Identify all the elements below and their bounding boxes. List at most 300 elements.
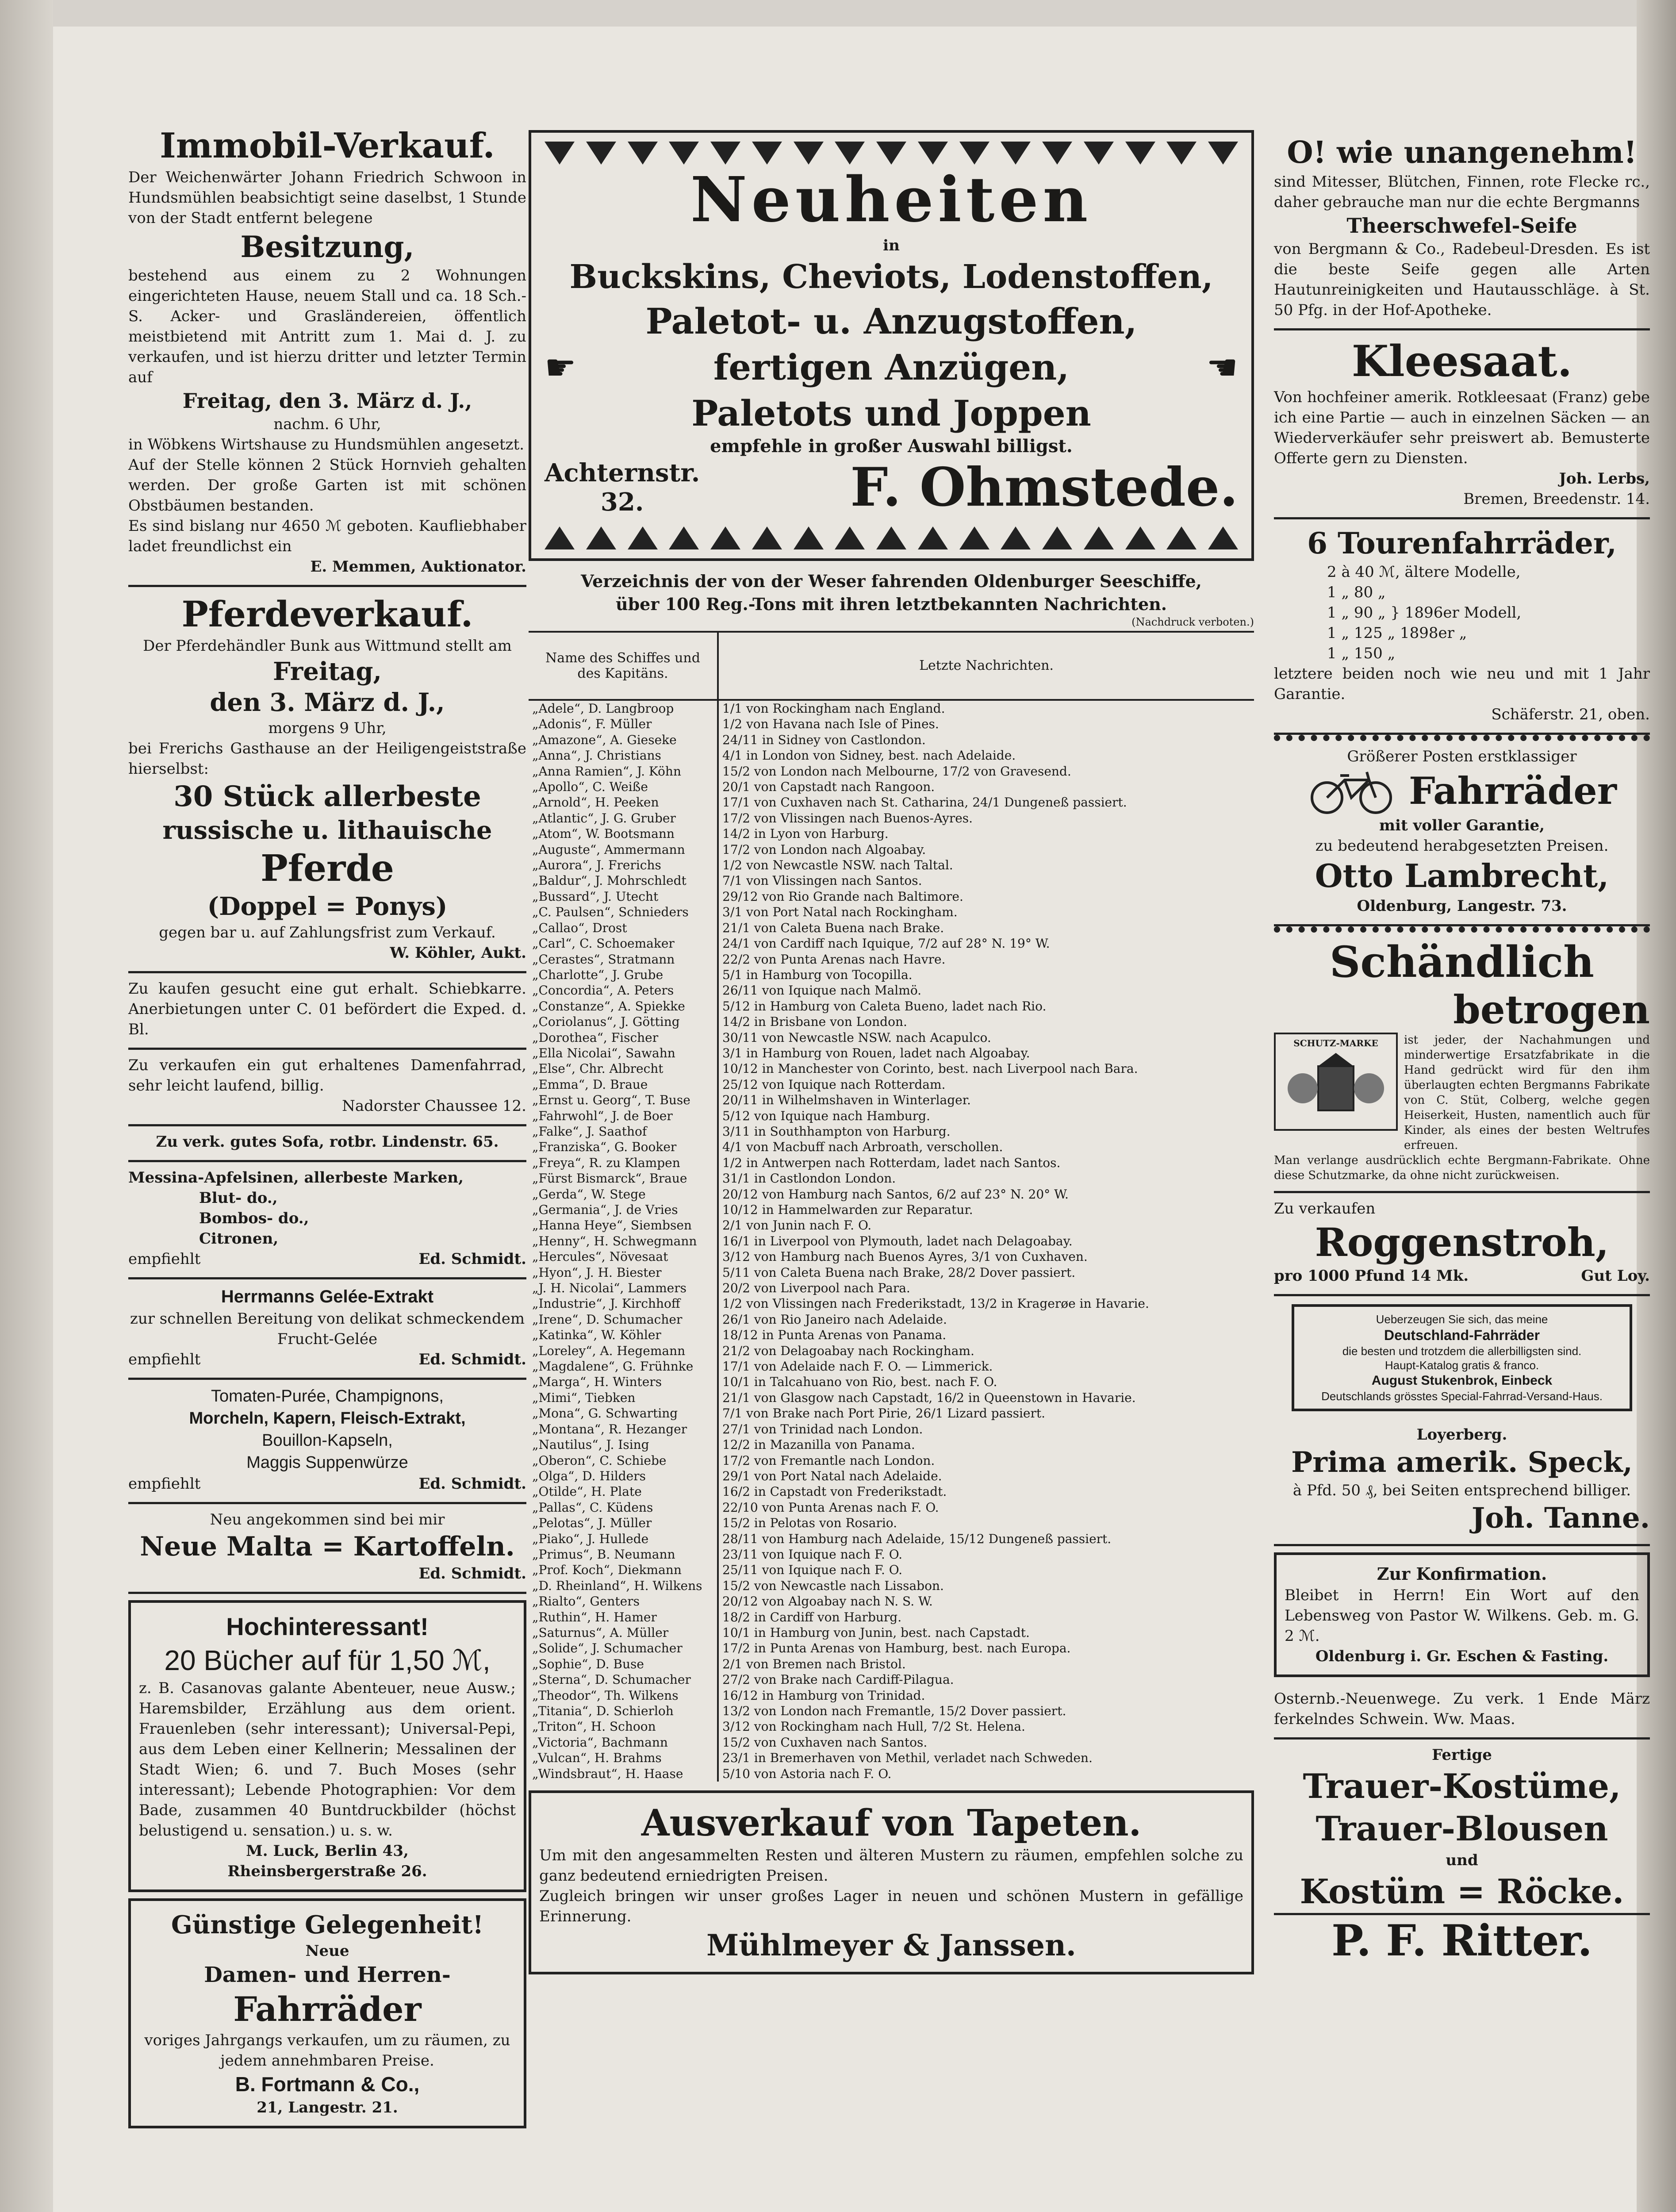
ad-signature: Gut Loy.: [1581, 1267, 1650, 1285]
ship-news: 10/12 in Manchester von Corinto, best. nach Liverpool nach Bara.: [722, 1061, 1138, 1076]
ship-name: „Sophie“, D. Buse: [529, 1656, 718, 1672]
ship-news: 5/11 von Caleta Buena nach Brake, 28/2 Dover passiert.: [722, 1265, 1076, 1280]
ship-news: 25/11 von Iquique nach F. O.: [722, 1563, 903, 1578]
ad-text: z. B. Casanovas galante Abenteuer, neue Ausw.; Haremsbilder, Erzählung aus dem orient. Frauenleben (sehr interessant); Universal-Pepi, aus dem Leben einer Kellnerin; Messalinen der Stadt Wien; 6. und 7. Buch Moses (sehr interessant); Lebende Photographien: Vor dem Bade, zusammen 40 Buntdruckbilder (höchst belustigend u. sensation.) u. s. w.: [139, 1679, 516, 1839]
ship-row: [529, 1312, 1254, 1327]
ad-time: nachm. 6 Uhr,: [273, 415, 381, 433]
ship-row: [529, 920, 1254, 936]
ad-signature: M. Luck, Berlin 43,: [246, 1842, 409, 1860]
ad-title: Prima amerik. Speck,: [1291, 1446, 1633, 1479]
ship-row: [529, 1766, 1254, 1782]
ad-title: O! wie unangenehm!: [1287, 135, 1637, 170]
pointing-hand-left-icon: ☚: [1206, 346, 1238, 388]
ad-stukenbrok: [1292, 1304, 1632, 1411]
ship-name: „J. H. Nicolai“, Lammers: [529, 1280, 718, 1296]
ad-firm: Otto Lambrecht,: [1315, 857, 1609, 895]
ship-name: „Fahrwohl“, J. de Boer: [529, 1108, 718, 1124]
ad-text: voriges Jahrgangs verkaufen, um zu räumen, zu jedem annehmbaren Preise.: [144, 2032, 510, 2070]
ship-name: „Prof. Koch“, Diekmann: [529, 1562, 718, 1578]
ad-tomaten: [128, 1380, 526, 1504]
ad-small-damenfahrrad: [128, 1050, 526, 1126]
ship-news: 26/11 von Iquique nach Malmö.: [722, 983, 922, 998]
ship-row: [529, 1500, 1254, 1515]
ad-tourenfahrraeder: [1274, 519, 1650, 735]
ship-news: 14/2 in Brisbane von London.: [722, 1014, 907, 1029]
ad-address: Schäferstr. 21, oben.: [1491, 706, 1650, 723]
ship-row: [529, 764, 1254, 779]
ship-name: „Concordia“, A. Peters: [529, 983, 718, 998]
ship-news: 3/11 in Southhampton von Harburg.: [722, 1124, 951, 1139]
ship-row: [529, 1484, 1254, 1499]
ship-row: [529, 1108, 1254, 1124]
ship-row: [529, 1171, 1254, 1186]
ad-heading: russische u. lithauische: [162, 816, 492, 845]
ship-news: 1/2 in Antwerpen nach Rotterdam, ladet nach Santos.: [722, 1155, 1061, 1170]
ship-news: 25/12 von Iquique nach Rotterdam.: [722, 1077, 946, 1092]
ad-date: Freitag, den 3. März d. J.,: [182, 389, 472, 413]
ad-line: Trauer-Kostüme,: [1303, 1767, 1621, 1806]
ship-row: [529, 1045, 1254, 1061]
ad-line: Citronen,: [199, 1230, 279, 1248]
ships-title: Verzeichnis der von der Weser fahrenden Oldenburger Seeschiffe,: [581, 571, 1202, 591]
ship-row: [529, 1562, 1254, 1578]
ad-signature: B. Fortmann & Co.,: [235, 2073, 420, 2096]
ship-name: „Baldur“, J. Mohrschledt: [529, 873, 718, 888]
ship-name: „Triton“, H. Schoon: [529, 1719, 718, 1734]
ships-header: [529, 567, 1254, 631]
ad-title: Pferdeverkauf.: [181, 593, 473, 635]
ad-fortmann: [128, 1898, 526, 2128]
ship-name: „Vulcan“, H. Brahms: [529, 1750, 718, 1766]
ad-malta: [128, 1504, 526, 1594]
ship-name: „Marga“, H. Winters: [529, 1374, 718, 1390]
ad-heading: Fahrräder: [233, 1989, 422, 2029]
ad-text: Haupt-Katalog gratis & franco.: [1385, 1359, 1539, 1372]
ship-name: „Irene“, D. Schumacher: [529, 1312, 718, 1327]
ship-news: 12/2 in Mazanilla von Panama.: [722, 1437, 915, 1452]
ship-news: 16/1 in Liverpool von Plymouth, ladet nach Delagoabay.: [722, 1233, 1073, 1248]
ad-text: ist jeder, der Nachahmungen und minderwertige Ersatzfabrikate in die Hand gedrückt wird für den ihm überlaugten echten Bergmanns Fabrikate von C. Stüt, Colberg, welche gegen Heiserkeit, Husten, namentlich auch für Kinder, als eines der besten Weltrufes erfreuen.: [1404, 1033, 1650, 1152]
ship-name: „Ella Nicolai“, Sawahn: [529, 1045, 718, 1061]
ad-text: Bleibet in Herrn! Ein Wort auf den Lebensweg von Pastor W. Wilkens. Geb. m. G. 2 ℳ.: [1285, 1586, 1639, 1645]
ad-kleesaat: [1274, 330, 1650, 519]
ship-name: „Dorothea“, Fischer: [529, 1030, 718, 1045]
ship-news: 1/2 von Vlissingen nach Frederikstadt, 13/2 in Kragerøe in Havarie.: [722, 1296, 1149, 1311]
triangle-border-bottom: [545, 526, 1238, 549]
ship-news: 27/1 von Trinidad nach London.: [722, 1421, 923, 1436]
ship-row: [529, 1233, 1254, 1249]
ad-firm: Mühlmeyer & Janssen.: [706, 1928, 1076, 1963]
ship-name: „Anna“, J. Christians: [529, 748, 718, 763]
ad-signature: Ed. Schmidt.: [418, 1351, 526, 1368]
ship-name: „Constanze“, A. Spiekke: [529, 998, 718, 1014]
ship-name: „Magdalene“, G. Frühnke: [529, 1359, 718, 1374]
ad-line: Kostüm = Röcke.: [1300, 1872, 1624, 1911]
ship-row: [529, 1343, 1254, 1359]
ships-table: [529, 631, 1254, 1782]
ad-line: Paletot- u. Anzugstoffen,: [645, 300, 1137, 342]
ad-signature: Rheinsbergerstraße 26.: [227, 1863, 427, 1880]
ad-text: Größerer Posten erstklassiger: [1347, 748, 1577, 765]
ad-date: den 3. März d. J.,: [210, 688, 445, 717]
ad-text: Osternb.-Neuenwege. Zu verk. 1 Ende März ferkelndes Schwein. Ww. Maas.: [1274, 1690, 1650, 1728]
ship-row: [529, 1296, 1254, 1311]
ad-title: Hochinteressant!: [226, 1613, 429, 1640]
ship-news: 3/1 in Hamburg von Rouen, ladet nach Algoabay.: [722, 1045, 1030, 1060]
ship-row: [529, 826, 1254, 841]
ship-row: [529, 1374, 1254, 1390]
ad-text: Ueberzeugen Sie sich, das meine: [1376, 1313, 1548, 1326]
ad-text: zu bedeutend herabgesetzten Preisen.: [1315, 837, 1609, 855]
ad-address: Oldenburg, Langestr. 73.: [1357, 897, 1567, 915]
ad-line: Messina-Apfelsinen, allerbeste Marken,: [128, 1169, 464, 1187]
ship-row: [529, 1468, 1254, 1484]
ad-line: fertigen Anzügen,: [713, 346, 1070, 388]
ad-text: sind Mitesser, Blütchen, Finnen, rote Flecke rc., daher gebrauche man nur die echte Bergmanns: [1274, 173, 1650, 211]
ad-tapeten: [529, 1790, 1254, 1974]
ad-heading: Besitzung,: [240, 230, 414, 264]
ship-name: „Olga“, D. Hilders: [529, 1468, 718, 1484]
ad-title: Herrmanns Gelée-Extrakt: [221, 1287, 434, 1306]
ship-news: 3/12 von Rockingham nach Hull, 7/2 St. Helena.: [722, 1719, 1025, 1734]
pointing-hand-right-icon: ☛: [545, 346, 576, 388]
ship-row: [529, 1139, 1254, 1155]
ad-signature: Nadorster Chaussee 12.: [342, 1097, 526, 1115]
ship-name: „Hanna Heye“, Siembsen: [529, 1217, 718, 1233]
ad-text: Auf der Stelle können 2 Stück Hornvieh gehalten werden. Der große Garten ist mit schönen Obstbäumen bestanden.: [128, 456, 526, 515]
ship-name: „Primus“, B. Neumann: [529, 1547, 718, 1562]
ship-name: „Piako“, J. Hullede: [529, 1531, 718, 1547]
ad-gelee: [128, 1279, 526, 1380]
ship-name: „Solide“, J. Schumacher: [529, 1640, 718, 1656]
ship-news: 7/1 von Vlissingen nach Santos.: [722, 873, 922, 888]
ad-text: zur schnellen Bereitung von delikat schmeckendem Frucht-Gelée: [130, 1310, 525, 1348]
ship-news: 1/2 von Havana nach Isle of Pines.: [722, 717, 939, 732]
ad-text: von Bergmann & Co., Radebeul-Dresden. Es ist die beste Seife gegen alle Arten Hautunreinigkeiten und Hautausschläge. à St. 50 Pfg. in der Hof-Apotheke.: [1274, 240, 1650, 319]
ad-line: Buckskins, Cheviots, Lodenstoffen,: [569, 258, 1213, 296]
ship-row: [529, 779, 1254, 795]
ship-news: 3/12 von Hamburg nach Buenos Ayres, 3/1 von Cuxhaven.: [722, 1249, 1088, 1264]
ship-name: „Hercules“, Növesaat: [529, 1249, 718, 1264]
ships-col-name: Name des Schiffes und des Kapitäns.: [529, 632, 718, 700]
ships-subtitle: über 100 Reg.-Tons mit ihren letztbekannten Nachrichten.: [615, 594, 1167, 614]
ship-row: [529, 873, 1254, 888]
price-row: 1 „ 80 „: [1327, 584, 1386, 601]
schutzmarke-label: SCHUTZ-MARKE: [1293, 1038, 1378, 1048]
ad-text: und: [1446, 1851, 1478, 1869]
ship-row: [529, 1531, 1254, 1547]
ship-news: 5/12 in Hamburg von Caleta Bueno, ladet nach Rio.: [722, 998, 1047, 1014]
price-row: 2 à 40 ℳ, ältere Modelle,: [1327, 563, 1521, 581]
ship-news: 4/1 von Macbuff nach Arbroath, verschollen.: [722, 1140, 1003, 1155]
ship-row: [529, 1437, 1254, 1452]
ship-name: „Carl“, C. Schoemaker: [529, 936, 718, 951]
ship-name: „Amazone“, A. Gieseke: [529, 732, 718, 748]
ship-name: „Franziska“, G. Booker: [529, 1139, 718, 1155]
ship-news: 22/10 von Punta Arenas nach F. O.: [722, 1500, 939, 1515]
ad-title: Ausverkauf von Tapeten.: [641, 1802, 1142, 1845]
ad-text: Zu verkaufen: [1274, 1200, 1376, 1217]
ad-title: Deutschland-Fahrräder: [1384, 1327, 1540, 1343]
ship-row: [529, 810, 1254, 826]
ad-address: Bremen, Breedenstr. 14.: [1463, 490, 1650, 508]
ship-news: 3/1 von Port Natal nach Rockingham.: [722, 905, 958, 920]
ad-text: gegen bar u. auf Zahlungsfrist zum Verkauf.: [159, 924, 496, 941]
ship-row: [529, 1280, 1254, 1296]
ship-news: 20/11 in Wilhelmshaven in Winterlager.: [722, 1093, 971, 1108]
ship-news: 31/1 in Castlondon London.: [722, 1171, 896, 1186]
ship-news: 21/1 von Glasgow nach Capstadt, 16/2 in Queenstown in Havarie.: [722, 1390, 1136, 1405]
ad-text: Zugleich bringen wir unser großes Lager in neuen und schönen Mustern in gefällige Erinnerung.: [539, 1887, 1243, 1926]
ad-text: in: [883, 237, 900, 254]
ad-text: letztere beiden noch wie neu und mit 1 Jahr Garantie.: [1274, 665, 1650, 703]
ad-firm: P. F. Ritter.: [1274, 1913, 1650, 1966]
ad-signature: Ed. Schmidt.: [418, 1565, 526, 1582]
ship-news: 23/1 in Bremerhaven von Methil, verladet nach Schweden.: [722, 1751, 1093, 1766]
ship-news: 15/2 von Cuxhaven nach Santos.: [722, 1735, 928, 1750]
ad-messina: [128, 1162, 526, 1279]
ad-text: Der Pferdehändler Bunk aus Wittmund stellt am: [143, 637, 512, 655]
ship-row: [529, 795, 1254, 810]
ad-text: empfiehlt: [128, 1475, 201, 1493]
ship-name: „Mona“, G. Schwarting: [529, 1406, 718, 1421]
right-column: [1274, 128, 1650, 1974]
ship-row: [529, 1390, 1254, 1406]
ship-news: 27/2 von Brake nach Cardiff-Pilagua.: [722, 1672, 954, 1687]
ship-news: 24/1 von Cardiff nach Iquique, 7/2 auf 28° N. 19° W.: [722, 936, 1050, 951]
ship-news: 29/12 von Rio Grande nach Baltimore.: [722, 889, 963, 904]
ad-teerschwefel: [1274, 128, 1650, 330]
ad-title: Kleesaat.: [1351, 336, 1572, 386]
ad-signature: E. Memmen, Auktionator.: [310, 558, 526, 576]
ad-neuheiten: [529, 130, 1254, 561]
ship-news: 10/1 in Talcahuano von Rio, best. nach F. O.: [722, 1375, 997, 1390]
ship-row: [529, 1155, 1254, 1171]
ship-row: [529, 983, 1254, 998]
ad-konfirmation: [1274, 1552, 1650, 1677]
ad-trauer: [1274, 1740, 1650, 1974]
ad-title: Neue Malta = Kartoffeln.: [140, 1531, 515, 1562]
ship-name: „Loreley“, A. Hegemann: [529, 1343, 718, 1359]
ship-row: [529, 1719, 1254, 1734]
ad-time: morgens 9 Uhr,: [268, 719, 387, 737]
ship-row: [529, 1202, 1254, 1217]
ship-row: [529, 1265, 1254, 1280]
ships-note: (Nachdruck verboten.): [1131, 616, 1254, 628]
ship-row: [529, 748, 1254, 763]
ship-name: „Industrie“, J. Kirchhoff: [529, 1296, 718, 1311]
ship-name: „Ernst u. Georg“, T. Buse: [529, 1092, 718, 1108]
triangle-border-top: [545, 142, 1238, 165]
ad-immobil: [128, 119, 526, 587]
ad-street-number: 32.: [600, 488, 644, 517]
ad-firm: August Stukenbrok, Einbeck: [1371, 1373, 1553, 1388]
ad-text: die besten und trotzdem die allerbilligsten sind.: [1342, 1344, 1582, 1358]
ship-row: [529, 716, 1254, 732]
ad-text: empfehle in großer Auswahl billigst.: [710, 436, 1073, 457]
ship-row: [529, 1061, 1254, 1076]
ship-name: „Henny“, H. Schwegmann: [529, 1233, 718, 1249]
ship-news: 4/1 in London von Sidney, best. nach Adelaide.: [722, 748, 1016, 763]
price-row: 1 „ 90 „ } 1896er Modell,: [1327, 604, 1522, 622]
ship-row: [529, 1750, 1254, 1766]
ship-row: [529, 936, 1254, 951]
ad-street: Achternstr.: [545, 458, 700, 488]
ship-name: „Sterna“, D. Schumacher: [529, 1672, 718, 1687]
ship-name: „Katinka“, W. Köhler: [529, 1327, 718, 1343]
ship-row: [529, 1735, 1254, 1750]
ad-text: Zu kaufen gesucht eine gut erhalt. Schiebkarre. Anerbietungen unter C. 01 befördert die Exped. d. Bl.: [128, 980, 526, 1038]
coat-of-arms-icon: [1281, 1048, 1391, 1124]
ship-row: [529, 1656, 1254, 1672]
ship-name: „Ruthin“, H. Hamer: [529, 1609, 718, 1625]
price-row: 1 „ 125 „ 1898er „: [1327, 624, 1467, 642]
ships-table-header: [529, 632, 1254, 700]
ship-row: [529, 1594, 1254, 1609]
ship-name: „Coriolanus“, J. Götting: [529, 1014, 718, 1029]
ship-row: [529, 1609, 1254, 1625]
ad-title: Neuheiten: [690, 164, 1093, 236]
ship-name: „Germania“, J. de Vries: [529, 1202, 718, 1217]
ad-line: Paletots und Joppen: [691, 392, 1091, 434]
ad-text: Um mit den angesammelten Resten und älteren Mustern zu räumen, empfehlen solche zu ganz bedeutend erniedrigten Preisen.: [539, 1847, 1243, 1885]
ad-text: Deutschlands grösstes Special-Fahrrad-Versand-Haus.: [1321, 1390, 1603, 1403]
ad-line: Blut- do.,: [199, 1189, 278, 1207]
ad-line: Maggis Suppenwürze: [246, 1453, 408, 1472]
ship-news: 18/2 in Cardiff von Harburg.: [722, 1609, 902, 1624]
ad-speck: [1274, 1419, 1650, 1546]
ship-news: 15/2 in Pelotas von Rosario.: [722, 1516, 897, 1531]
ad-product: Theerschwefel-Seife: [1346, 214, 1577, 238]
ship-news: 5/12 von Iquique nach Hamburg.: [722, 1108, 930, 1123]
ad-text: à Pfd. 50 ₰, bei Seiten entsprechend billiger.: [1292, 1482, 1631, 1499]
ship-name: „C. Paulsen“, Schnieders: [529, 904, 718, 920]
ship-row: [529, 1092, 1254, 1108]
ad-signature: Ed. Schmidt.: [418, 1475, 526, 1493]
ad-title: 6 Tourenfahrräder,: [1307, 526, 1617, 561]
ad-bergmann-betrogen: [1274, 926, 1650, 1193]
ship-news: 15/2 von Newcastle nach Lissabon.: [722, 1578, 944, 1593]
ship-news: 23/11 von Iquique nach F. O.: [722, 1547, 903, 1562]
ad-small-schiebkarre: [128, 973, 526, 1050]
ship-row: [529, 1327, 1254, 1343]
ship-row: [529, 857, 1254, 873]
ship-name: „Arnold“, H. Peeken: [529, 795, 718, 810]
ad-text: Von hochfeiner amerik. Rotkleesaat (Franz) gebe ich eine Partie — auch in einzelnen Säcken — an Wiederverkäufer sehr preiswert ab. Bemusterte Offerte gern zu Diensten.: [1274, 388, 1650, 467]
ship-name: „Otilde“, H. Plate: [529, 1484, 718, 1499]
ship-news: 20/12 von Algoabay nach N. S. W.: [722, 1594, 933, 1609]
ad-title: Fahrräder: [1409, 769, 1617, 813]
price-row: 1 „ 150 „: [1327, 645, 1396, 662]
ad-line: Neue: [305, 1942, 349, 1960]
ships-col-news: Letzte Nachrichten.: [718, 632, 1254, 700]
ship-news: 26/1 von Rio Janeiro nach Adelaide.: [722, 1312, 947, 1327]
book-spine: [0, 0, 53, 2212]
ship-news: 5/10 von Astoria nach F. O.: [722, 1766, 892, 1781]
ship-news: 1/1 von Rockingham nach England.: [722, 701, 945, 716]
ship-news: 16/2 in Capstadt von Frederikstadt.: [722, 1484, 947, 1499]
ship-news: 14/2 in Lyon von Harburg.: [722, 826, 889, 841]
ad-line: Bombos- do.,: [199, 1210, 309, 1227]
ad-text: empfiehlt: [128, 1250, 201, 1268]
ship-row: [529, 1406, 1254, 1421]
ad-text: mit voller Garantie,: [1379, 817, 1545, 834]
ship-row: [529, 1359, 1254, 1374]
ship-row: [529, 1077, 1254, 1092]
ad-pferdeverkauf: [128, 587, 526, 973]
ship-name: „Atlantic“, J. G. Gruber: [529, 810, 718, 826]
ad-small-sofa: [128, 1126, 526, 1162]
ad-heading: 30 Stück allerbeste: [173, 780, 481, 813]
ship-name: „Montana“, R. Hezanger: [529, 1421, 718, 1437]
ship-news: 29/1 von Port Natal nach Adelaide.: [722, 1468, 942, 1483]
ship-name: „Gerda“, W. Stege: [529, 1187, 718, 1202]
ship-name: „Adele“, D. Langbroop: [529, 700, 718, 716]
ship-row: [529, 1515, 1254, 1531]
ad-signature: Ed. Schmidt.: [418, 1250, 526, 1268]
ad-line: Trauer-Blousen: [1315, 1809, 1608, 1848]
ship-name: „Anna Ramien“, J. Köhn: [529, 764, 718, 779]
ad-line: Damen- und Herren-: [204, 1962, 451, 1987]
ship-name: „Emma“, D. Braue: [529, 1077, 718, 1092]
left-column: [128, 119, 526, 2135]
ship-name: „Pelotas“, J. Müller: [529, 1515, 718, 1531]
ship-name: „Apollo“, C. Weiße: [529, 779, 718, 795]
ship-news: 20/2 von Liverpool nach Para.: [722, 1281, 910, 1296]
ad-place: bei Frerichs Gasthause an der Heiligengeiststraße hierselbst:: [128, 740, 526, 778]
ad-signature: Oldenburg i. Gr. Eschen & Fasting.: [1315, 1647, 1609, 1665]
ship-name: „Titania“, D. Schierloh: [529, 1703, 718, 1719]
ship-row: [529, 904, 1254, 920]
ship-row: [529, 1014, 1254, 1029]
ad-text: Man verlange ausdrücklich echte Bergmann-Fabrikate. Ohne diese Schutzmarke, da ohne nicht zurückweisen.: [1274, 1154, 1650, 1182]
ship-news: 17/1 von Adelaide nach F. O. — Limmerick.: [722, 1359, 993, 1374]
ship-name: „Charlotte“, J. Grube: [529, 967, 718, 983]
ship-name: „Windsbraut“, H. Haase: [529, 1766, 718, 1782]
ad-heading: Pferde: [261, 847, 394, 890]
ad-line: Bouillon-Kapseln,: [262, 1431, 393, 1450]
ship-news: 10/1 in Hamburg von Junin, best. nach Capstadt.: [722, 1625, 1030, 1640]
ship-row: [529, 1640, 1254, 1656]
ad-firm: F. Ohmstede.: [850, 456, 1238, 518]
ship-row: [529, 998, 1254, 1014]
ship-name: „Aurora“, J. Frerichs: [529, 857, 718, 873]
ship-news: 30/11 von Newcastle NSW. nach Acapulco.: [722, 1030, 991, 1045]
ship-row: [529, 732, 1254, 748]
ship-news: 2/1 von Bremen nach Bristol.: [722, 1656, 906, 1671]
ship-row: [529, 1124, 1254, 1139]
ad-text: Es sind bislang nur 4650 ℳ geboten. Kaufliebhaber ladet freundlichst ein: [128, 517, 526, 555]
ad-roggenstroh: [1274, 1193, 1650, 1296]
ad-text: bestehend aus einem zu 2 Wohnungen eingerichteten Hause, neuem Stall und ca. 18 Sch.-S. Acker- und Grasländereien, öffentlich meistbietend mit Antritt zum 1. Mai d. J. zu verkaufen, und ist hierzu dritter und letzter Termin auf: [128, 267, 526, 386]
ad-place: in Wöbkens Wirtshause zu Hundsmühlen angesetzt.: [128, 436, 525, 453]
ad-date: Freitag,: [273, 657, 382, 686]
ad-buecher: [128, 1600, 526, 1892]
ship-name: „D. Rheinland“, H. Wilkens: [529, 1578, 718, 1594]
ship-name: „Pallas“, C. Küdens: [529, 1500, 718, 1515]
ship-news: 21/2 von Delagoabay nach Rockingham.: [722, 1343, 974, 1358]
ship-news: 17/2 von Fremantle nach London.: [722, 1453, 935, 1468]
ad-text: Der Weichenwärter Johann Friedrich Schwoon in Hundsmühlen beabsichtigt seine daselbst, 1 Stunde von der Stadt entfernt belegene: [128, 169, 526, 227]
ad-schwein: [1274, 1683, 1650, 1740]
ship-news: 22/2 von Punta Arenas nach Havre.: [722, 952, 946, 967]
ship-news: 17/2 von London nach Algoabay.: [722, 842, 926, 857]
ad-text: Zu verk. gutes Sofa, rotbr. Lindenstr. 65.: [156, 1133, 499, 1151]
ship-news: 15/2 von London nach Melbourne, 17/2 von Gravesend.: [722, 764, 1071, 779]
ship-name: „Callao“, Drost: [529, 920, 718, 936]
ship-name: „Freya“, R. zu Klampen: [529, 1155, 718, 1171]
ad-title: Immobil-Verkauf.: [160, 126, 495, 166]
